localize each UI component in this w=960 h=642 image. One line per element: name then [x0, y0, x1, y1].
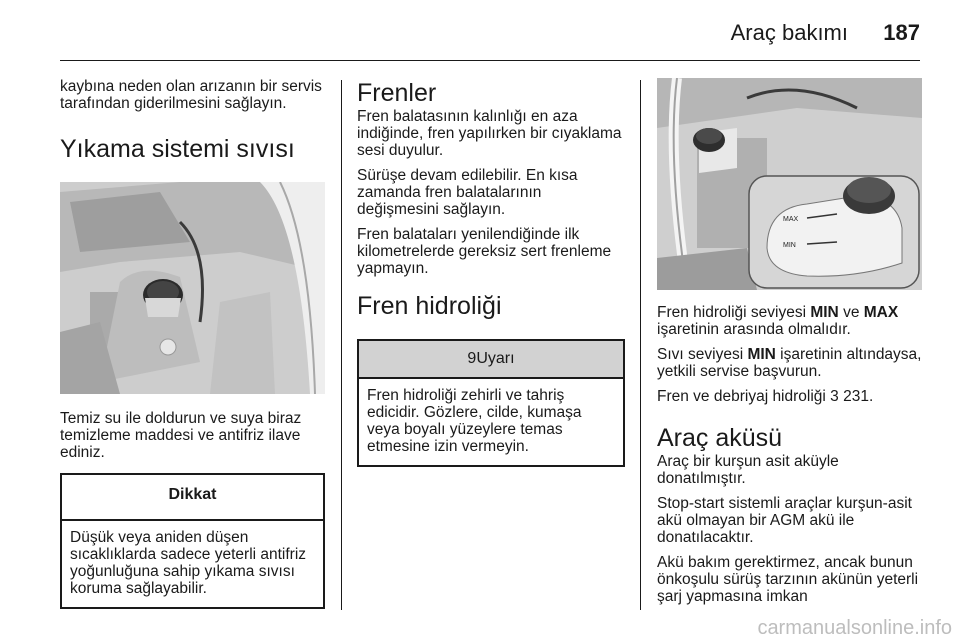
notice-body: Düşük veya aniden düşen sıcaklıklarda sadece yeterli antifriz yoğunluğuna sahip yıkama sıvısı koruma sağlayabilir.	[70, 529, 307, 597]
column-divider	[341, 80, 342, 610]
heading-washer-fluid: Yıkama sistemi sıvısı	[60, 135, 295, 163]
paragraph: Sürüşe devam edilebilir. En kısa zamanda fren balatalarının değişmesini sağlayın.	[357, 167, 578, 218]
column-divider	[640, 80, 641, 610]
min-label: MIN	[783, 242, 796, 249]
paragraph: Araç bir kurşun asit aküyle donatılmıştır.	[657, 453, 839, 487]
section-title: Araç bakımı	[730, 20, 848, 45]
warning-title	[359, 341, 623, 379]
page-number: 187	[883, 20, 920, 45]
heading-battery: Araç aküsü	[657, 424, 783, 452]
warning-box	[357, 339, 625, 467]
column-1	[60, 78, 325, 609]
heading-brake-fluid: Fren hidroliği	[357, 292, 502, 320]
brake-fluid-reservoir-illustration	[657, 78, 922, 290]
heading-brakes: Frenler	[357, 79, 437, 107]
warning-body: Fren hidroliği zehirli ve tahriş edicidir. Gözlere, cilde, kumaşa veya boyalı yüzeylere temas etmesine izin vermeyin.	[367, 387, 582, 455]
washer-reservoir-illustration	[60, 182, 325, 394]
notice-title: Dikkat	[62, 475, 323, 521]
page-header	[60, 14, 920, 61]
column-3	[657, 78, 922, 613]
paragraph: Sıvı seviyesi MIN işaretinin altındaysa, yetkili servise başvurun.	[657, 346, 922, 380]
paragraph: Fren balatasının kalınlığı en aza indiğinde, fren yapılırken bir cıyaklama sesi duyulur.	[357, 108, 622, 159]
watermark: carmanualsonline.info	[757, 617, 952, 639]
paragraph: Fren ve debriyaj hidroliği 3 231.	[657, 388, 874, 405]
paragraph: kaybına neden olan arızanın bir servis tarafından giderilmesini sağlayın.	[60, 78, 322, 112]
paragraph: Akü bakım gerektirmez, ancak bunun önkoşulu sürüş tarzının akünün yeterli şarj yapmasına imkan	[657, 554, 919, 605]
column-2	[357, 78, 625, 467]
paragraph: Temiz su ile doldurun ve suya biraz temizleme maddesi ve antifriz ilave ediniz.	[60, 410, 302, 461]
notice-box	[60, 473, 325, 609]
paragraph: Fren balataları yenilendiğinde ilk kilometrelerde gereksiz sert frenleme yapmayın.	[357, 226, 612, 277]
paragraph: Fren hidroliği seviyesi MIN ve MAX işaretinin arasında olmalıdır.	[657, 304, 899, 338]
warning-icon: 9	[467, 350, 477, 367]
warning-title-text: Uyarı	[476, 350, 515, 367]
page-ref-arrow-icon: 3	[830, 388, 839, 405]
paragraph: Stop-start sistemli araçlar kurşun-asit akü olmayan bir AGM akü ile donatılacaktır.	[657, 495, 912, 546]
max-label: MAX	[783, 216, 799, 223]
